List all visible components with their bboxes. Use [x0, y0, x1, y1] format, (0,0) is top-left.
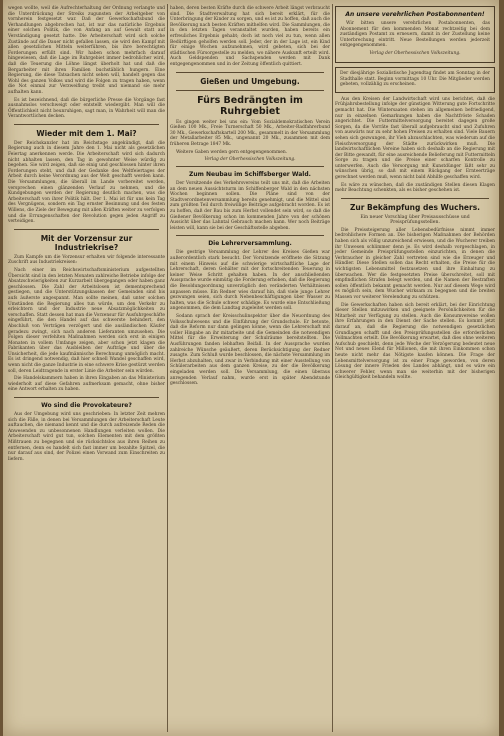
headline: Wo sind die Provokateure? — [41, 402, 132, 410]
article-text: Es wäre zu wünschen, daß die zuständigen Stellen diesen Klagen mehr Beachtung schenkten, als es bisher geschehen ist. — [335, 182, 495, 194]
separator — [176, 166, 324, 167]
notice-text: Wir bitten unsere verehrlichen Postabonnenten, das Abonnement für den kommenden Monat rechtzeitig bei dem zuständigen Postamt zu erneuern, damit in der Zustellung keine Unterbrechung eintritt. Neue Bestellungen werden jederzeit entgegengenommen. — [340, 21, 490, 49]
notice-heading: An unsere verehrlichen Postabonnenten! — [345, 11, 485, 18]
separator — [14, 229, 159, 230]
separator — [176, 235, 324, 236]
separator — [14, 397, 159, 398]
article-text: Aus den Kreisen der Landwirtschaft wird uns berichtet, daß die Frühjahrsbestellung infolge der günstigen Witterung gute Fortschritte gemacht hat. Die Wintersaaten stehen im allgemeinen befriedigend, nur in einzelnen Gemarkungen haben die Nachtfröste Schaden angerichtet. Die Futtermittelversorgung bereitet dagegen große Sorgen, da die Vorräte fast überall aufgebraucht sind und Zufuhren von auswärts nur zu sehr hohen Preisen zu erhalten sind. Viele Bauern sehen sich gezwungen, ihr Vieh abzuschlachten, was wiederum auf die Fleischversorgung der Städte zurückwirken muß. Die landwirtschaftlichen Vereine haben sich deshalb an die Regierung mit der Bitte gewandt, für eine ausreichende Belieferung mit Futtermitteln Sorge zu tragen und die Preise einer scharfen Kontrolle zu unterwerfen. Auch die Versorgung mit Kunstdünger läßt sehr zu wünschen übrig, so daß mit einem Rückgang der Ernteerträge gerechnet werden muß, wenn nicht bald Abhilfe geschaffen wird. — [335, 96, 495, 181]
column-rule — [332, 4, 333, 732]
column-middle — [170, 6, 330, 389]
article-text: Die Gewerkschaften haben sich bereit erklärt, bei der Einrichtung dieser Stellen mitzuwirken und geeignete Persönlichkeiten für die Mitarbeit zur Verfügung zu stellen. Auch die Konsumvereine wollen ihre Erfahrungen in den Dienst der Sache stellen. Es kommt jetzt darauf an, daß die Regierung die notwendigen gesetzlichen Grundlagen schafft und den Preisprüfungsstellen die erforderlichen Vollmachten erteilt. Die Bevölkerung erwartet, daß dies ohne weiteren Aufschub geschieht, denn jede Woche der Verzögerung bedeutet neue Not und neues Elend für Millionen, die mit ihren Einkommen schon heute nicht mehr das Nötigste kaufen können. Die Frage der Lebensmittelversorgung ist zu einer Frage geworden, von deren Lösung der innere Frieden des Landes abhängt, und es wäre ein schwerer Fehler, wenn man sie weiterhin mit der bisherigen Gleichgültigkeit behandeln wollte. — [335, 302, 495, 381]
publisher-notice: Verlag der Oberhessischen Volkszeitung. — [369, 50, 461, 56]
article-text: Der Vorsitzende des Verkehrsvereins teilt uns mit, daß die Arbeiten an dem neuen Aussichtsturm im Schiffenberger Wald in den nächsten Wochen beginnen sollen. Die Pläne sind von der Stadtverordnetenversammlung bereits genehmigt, und die Mittel sind zum größten Teil durch freiwillige Beiträge aufgebracht worden. Es ist zu hoffen, daß der Bau bis zum Herbst vollendet sein wird, so daß die Gießener Bevölkerung schon im kommenden Jahre von der schönen Aussicht über das Lahntal Gebrauch machen kann. Wer noch Beiträge leisten will, kann sie bei der Geschäftsstelle abgeben. — [170, 181, 330, 231]
announcement-text: Der diesjährige Sozialistische Jugendtag findet am Sonntag in der Stadthalle statt. Beginn vormittags 10 Uhr. Die Mitglieder werden gebeten, vollzählig zu erscheinen. — [340, 70, 490, 88]
column-right — [335, 6, 495, 383]
column-left — [8, 6, 165, 464]
separator — [14, 124, 159, 125]
article-text: Sodann sprach der Kreisschulinspektor über die Neuordnung des Volksschulwesens und die Einführung der Grundschule. Er betonte, daß die Reform nur dann gelingen könne, wenn die Lehrerschaft mit voller Hingabe an ihr mitarbeite und die Gemeinden die notwendigen Mittel für die Erweiterung der Schulräume bereitstellten. Die Ausführungen fanden lebhaften Beifall. In der Aussprache wurden zahlreiche Wünsche geäußert, deren Berücksichtigung der Redner zusagte. Zum Schluß wurde beschlossen, die nächste Versammlung im Herbst abzuhalten, und zwar in Verbindung mit einer Ausstellung von Schülerarbeiten aus dem ganzen Kreise, zu der die Bevölkerung eingeladen werden soll. Die Versammlung, die einen überaus anregenden Verlauf nahm, wurde erst in später Abendstunde geschlossen. — [170, 313, 330, 387]
notice-box — [335, 6, 495, 63]
separator — [341, 198, 489, 199]
section-heading: Gießen und Umgebung. — [200, 76, 300, 86]
announcement-box — [335, 67, 495, 93]
article-text: Es ist bezeichnend, daß die bürgerliche Presse die Vorgänge fast ausnahmslos verschweigt oder entstellt wiedergibt. Man will die Öffentlichkeit nicht beunruhigen, sagt man, in Wahrheit will man die Verantwortlichen decken. — [8, 97, 165, 120]
column-rule — [167, 4, 168, 732]
headline: Fürs Bedrängten im Ruhrgebiet — [197, 94, 303, 117]
article-text: Es gingen weiter bei uns ein: Vom Sozialdemokratischen Verein Gießen 100 Mk., Freie Turnerschaft 50 Mk., Arbeiter-Radfahrerbund 30 Mk., Gewerkschaftskartell 200 Mk., gesammelt in der Versammlung der Metallarbeiter 85 Mk., ungenannt 20 Mk., zusammen mit dem früheren Betrage 1847 Mk. — [170, 119, 330, 147]
headline: Zum Neubau im Schiffsberger Wald. — [189, 171, 311, 179]
headline: Wieder mit dem 1. Mai? — [36, 128, 137, 138]
article-text: Nach einer im Reichswirtschaftsministerium aufgestellten Übersicht sind in den letzten Monaten zahlreiche Betriebe infolge der Absatzschwierigkeiten zur Kurzarbeit übergegangen oder haben ganz geschlossen. Die Zahl der Arbeitslosen ist dementsprechend gestiegen, und die Unterstützungskassen der Gemeinden sind bis aufs äußerste angespannt. Man sollte meinen, daß unter solchen Umständen die Regierung alles tun würde, um den Verkehr zu erleichtern und der Industrie neue Absatzmöglichkeiten zu verschaffen. Statt dessen hat man die Vorzensur für Ausfuhrgeschäfte eingeführt, die den Handel auf das schwerste behindert, den Abschluß von Verträgen verzögert und die ausländischen Käufer geradezu zwingt, sich nach anderen Lieferanten umzusehen. Die Folgen dieser verfehlten Maßnahmen werden sich erst in einigen Monaten in vollem Umfange zeigen, aber schon jetzt klagen die Fabrikanten über das Ausbleiben der Aufträge und über die Unsicherheit, die jede kaufmännische Berechnung unmöglich macht. Es ist dringend notwendig, daß hier schnell Wandel geschaffen wird, wenn nicht die ganze Industrie in eine schwere Krise gestürzt werden soll, deren Leidtragende in erster Linie die Arbeiter sein würden. — [8, 267, 165, 374]
article-text: Der Reichskanzler hat im Reichstage angekündigt, daß die Regierung auch in diesem Jahre den 1. Mai nicht als gesetzlichen Feiertag anerkennen werde. Die Arbeiterschaft wird sich dadurch nicht abhalten lassen, den Tag in gewohnter Weise würdig zu begehen. Sie wird zeigen, daß sie einig und geschlossen hinter ihren Forderungen steht, und daß der Gedanke des Weltfeiertages der Arbeit durch keine Verordnung aus der Welt geschafft werden kann. Die Versammlungen, die überall im Lande vorbereitet werden, versprechen einen glänzenden Verlauf zu nehmen, und die Kundgebungen werden der Regierung deutlich machen, was die Arbeiterschaft von ihrer Politik hält. Der 1. Mai ist für uns kein Tag des Vergnügens, sondern ein Tag ernster Besinnung und des festen Willens, die Ziele der Bewegung mit allen Kräften weiter zu verfolgen und die Errungenschaften der Revolution gegen jeden Angriff zu verteidigen. — [8, 140, 165, 225]
separator — [176, 90, 324, 91]
article-text: Zum Kampfe um die Vorzensur erhalten wir folgende interessante Zuschrift aus Industriekreisen: — [8, 254, 165, 266]
article-text: haben, deren besten Kräfte durch die schwere Arbeit längst verbraucht sind. Die Stadtverwaltung hat sich bereit erklärt, für die Unterbringung der Kinder zu sorgen, und es ist zu hoffen, daß auch die Bevölkerung nach besten Kräften mithelfen wird. Die Sammlungen, die in den letzten Tagen veranstaltet wurden, haben bereits ein erfreuliches Ergebnis gehabt; doch ist noch viel zu tun, wenn allen Bedürftigen geholfen werden soll. Jeder, der in der Lage ist, ein Kind für einige Wochen aufzunehmen, wird gebeten, sich bei der städtischen Fürsorgestelle zu melden, wo nähere Auskunft erteilt wird. Auch Geldspenden und Sachspenden werden mit Dank entgegengenommen und in der Zeitung öffentlich quittiert. — [170, 6, 330, 67]
article-text: Die Preissteigerung aller Lebensbedürfnisse nimmt immer bedrohlichere Formen an. Die bisherigen Maßnahmen der Behörden haben sich als völlig unzureichend erwiesen, und die Wucherer treiben ihr Unwesen schlimmer denn je. Es wird deshalb vorgeschlagen, in jeder Gemeinde Preisprüfungsstellen einzurichten, in denen die Verbraucher in gleicher Zahl vertreten sind wie die Erzeuger und Händler. Diese Stellen sollen das Recht erhalten, die Preise für die wichtigsten Lebensmittel festzusetzen und ihre Einhaltung zu überwachen. Wer die festgesetzten Preise überschreitet, soll mit empfindlichen Strafen belegt werden, und die Namen der Bestraften sollen öffentlich bekannt gemacht werden. Nur auf diesem Wege wird es möglich sein, dem Wucher wirksam zu begegnen und die breiten Massen vor weiterer Verelendung zu schützen. — [335, 227, 495, 300]
article-text: Die Handelskammern haben in ihren Eingaben an das Ministerium wiederholt auf diese Gefahren aufmerksam gemacht, ohne bisher eine Antwort erhalten zu haben. — [8, 376, 165, 393]
article-text: Weitere Gaben werden gern entgegengenommen. — [176, 149, 288, 155]
article-text: Die gestrige Versammlung der Lehrer des Kreises Gießen war außerordentlich stark besucht. Der Vorsitzende eröffnete die Sitzung mit einem Hinweis auf die schwierige wirtschaftliche Lage der Lehrerschaft, deren Gehälter mit der fortschreitenden Teuerung in keiner Weise Schritt gehalten haben. In der anschließenden Aussprache wurde einmütig die Forderung erhoben, daß die Regierung die Besoldungsordnung unverzüglich den veränderten Verhältnissen anpassen müsse. Ein Redner wies darauf hin, daß viele junge Lehrer gezwungen seien, sich durch Nebenbeschäftigungen über Wasser zu halten, was die Schule schwer schädige. Es wurde eine Entschließung angenommen, die dem Landtag zugeleitet werden soll. — [170, 250, 330, 312]
article-text: Aus der Umgebung wird uns geschrieben: In letzter Zeit mehren sich die Fälle, in denen bei Versammlungen der Arbeiterschaft Leute auftauchen, die niemand kennt und die durch aufreizende Reden die Anwesenden zu unbesonnenen Handlungen verleiten wollen. Die Arbeiterschaft wird gut tun, solchen Elementen mit dem größten Mißtrauen zu begegnen und sie rücksichtslos aus ihren Reihen zu entfernen, denn es handelt sich fast immer um bezahlte Spitzel, die nur darauf aus sind, der Polizei einen Vorwand zum Einschreiten zu liefern. — [8, 412, 165, 462]
article-text: wegen wollte, weil die Aufrechterhaltung der Ordnung verlangte und die Unterdrückung der Streiks zugunsten der Arbeitgeber von vornherein festgesetzt war. Daß der Gewerkschaftsbund die Verhandlungen abgebrochen hat, ist nur das natürliche Ergebnis einer solchen Politik, die von Anfang an auf Gewalt statt auf Verständigung gesetzt hatte. Die Arbeiterschaft wird sich solche Zustände auf die Dauer nicht gefallen lassen, sie wird den Kampf mit allen gesetzlichen Mitteln weiterführen, bis ihre berechtigten Forderungen erfüllt sind. Wir haben schon mehrfach darauf hingewiesen, daß die Lage im Ruhrgebiet immer bedrohlicher wird, daß die Teuerung die Löhne längst überholt hat und daß die Bergarbeiter mit ihren Familien buchstäblich hungern. Eine Regierung, die diese Tatsachen nicht sehen will, handelt gegen das Wohl des ganzen Volkes und wird die Folgen zu tragen haben, wenn die Not einmal zur Verzweiflung treibt und niemand sie mehr aufhalten kann. — [8, 6, 165, 95]
headline: Zur Bekämpfung des Wuchers. — [349, 202, 481, 212]
separator — [176, 72, 324, 73]
headline: Die Lehrerversammlung. — [208, 240, 292, 248]
publisher-notice: Verlag der Oberhessischen Volkszeitung. — [204, 157, 296, 163]
subheadline: Ein neuer Vorschlag über Preisausschüsse und Preisprüfungsstellen. — [360, 214, 470, 225]
headline: Mit der Vorzensur zur Industriekrise? — [40, 233, 133, 252]
newspaper-page — [3, 0, 499, 736]
